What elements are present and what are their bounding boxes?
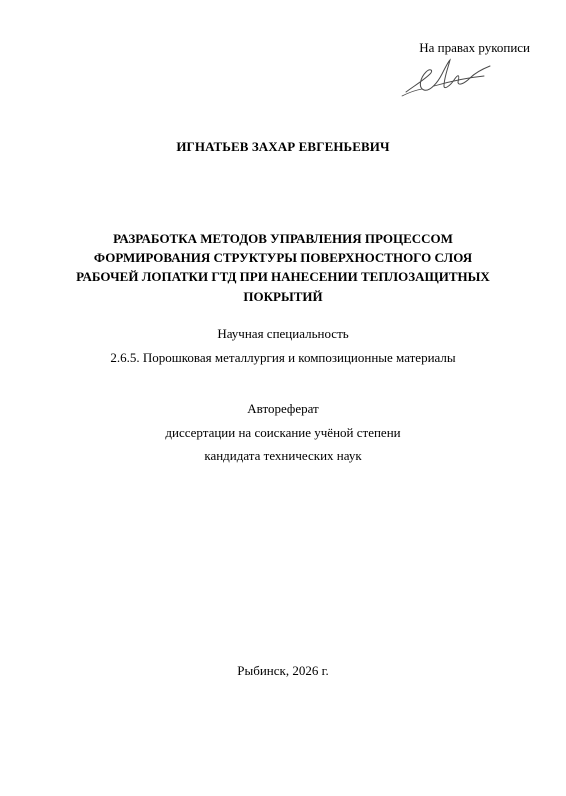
degree-line: диссертации на соискание учёной степени	[165, 425, 401, 440]
specialty-label: Научная специальность	[217, 326, 349, 341]
dissertation-title	[40, 229, 526, 306]
title-line: РАБОЧЕЙ ЛОПАТКИ ГТД ПРИ НАНЕСЕНИИ ТЕПЛОЗАЩИТНЫХ	[76, 269, 490, 285]
specialty-value: 2.6.5. Порошковая металлургия и композиционные материалы	[110, 350, 456, 365]
degree-name: кандидата технических наук	[204, 448, 362, 463]
title-line: ПОКРЫТИЙ	[243, 288, 323, 304]
rights-note: На правах рукописи	[419, 40, 530, 55]
handwritten-signature	[400, 56, 496, 100]
title-line: РАЗРАБОТКА МЕТОДОВ УПРАВЛЕНИЯ ПРОЦЕССОМ	[113, 231, 453, 246]
document-type: Автореферат	[247, 401, 319, 416]
city-year: Рыбинск, 2026 г.	[237, 663, 329, 678]
title-line: ФОРМИРОВАНИЯ СТРУКТУРЫ ПОВЕРХНОСТНОГО СЛОЯ	[93, 250, 473, 266]
author-name: ИГНАТЬЕВ ЗАХАР ЕВГЕНЬЕВИЧ	[176, 139, 390, 154]
